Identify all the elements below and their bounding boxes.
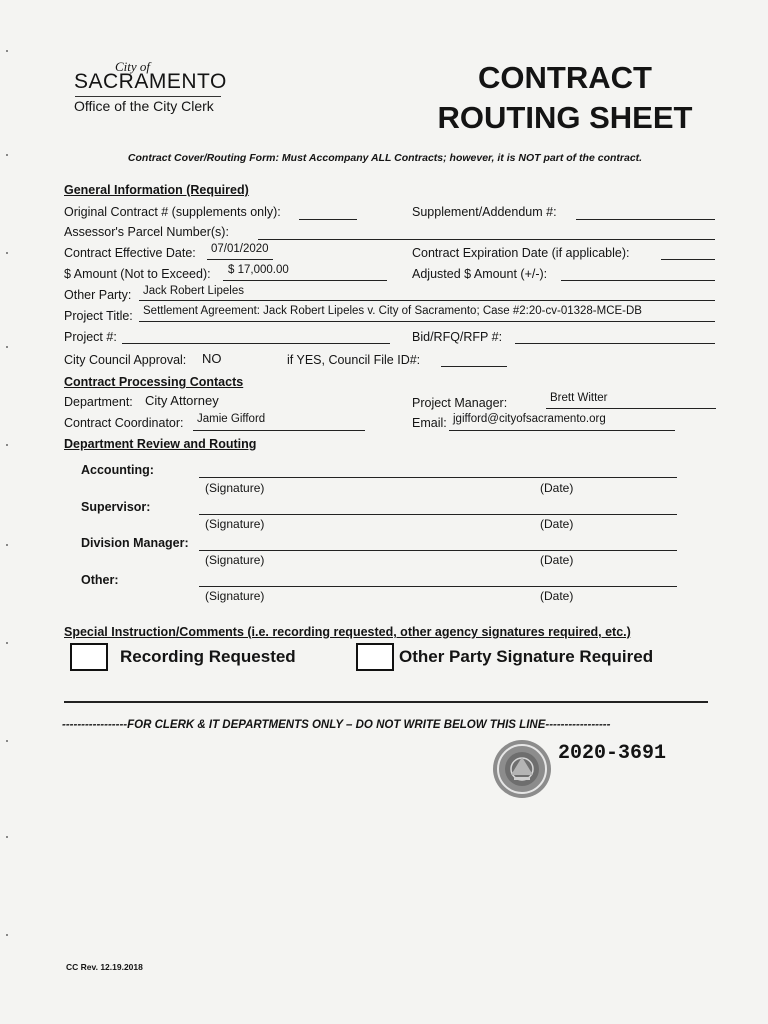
recording-requested-label: Recording Requested: [120, 647, 296, 666]
signature-caption: (Signature): [205, 481, 265, 495]
email-label: Email:: [412, 416, 447, 430]
other-signature-line[interactable]: [199, 586, 677, 587]
department-label: Department:: [64, 395, 133, 409]
city-seal-icon: [492, 739, 552, 799]
parcel-label: Assessor's Parcel Number(s):: [64, 225, 229, 239]
project-title-label: Project Title:: [64, 309, 133, 323]
document-number: 2020-3691: [558, 742, 667, 765]
other-label: Other:: [81, 573, 119, 587]
other-party-label: Other Party:: [64, 288, 132, 302]
form-subtitle: Contract Cover/Routing Form: Must Accompany ALL Contracts; however, it is NOT part of the contract.: [127, 152, 643, 164]
project-number-field[interactable]: [122, 343, 390, 344]
clerk-divider-text: -----------------FOR CLERK & IT DEPARTMENTS ONLY – DO NOT WRITE BELOW THIS LINE-----------------: [62, 719, 611, 731]
signature-caption: (Signature): [205, 517, 265, 531]
scan-mark: [6, 836, 8, 838]
project-manager-value: Brett Witter: [550, 392, 608, 404]
effective-date-field[interactable]: [207, 259, 273, 260]
page-title-line2: ROUTING SHEET: [437, 100, 693, 135]
scan-mark: [6, 642, 8, 644]
scan-mark: [6, 154, 8, 156]
original-contract-label: Original Contract # (supplements only):: [64, 205, 281, 219]
supplement-label: Supplement/Addendum #:: [412, 205, 557, 219]
accounting-label: Accounting:: [81, 463, 154, 477]
other-party-signature-label: Other Party Signature Required: [399, 647, 654, 666]
department-value: City Attorney: [145, 393, 219, 408]
comments-line[interactable]: [64, 701, 708, 703]
revision-note: CC Rev. 12.19.2018: [66, 962, 143, 972]
scan-mark: [6, 252, 8, 254]
accounting-signature-line[interactable]: [199, 477, 677, 478]
email-value: jgifford@cityofsacramento.org: [453, 413, 606, 425]
project-title-value: Settlement Agreement: Jack Robert Lipeles v. City of Sacramento; Case #2:20-cv-01328-MCE-DB: [143, 305, 642, 317]
logo-city-of: City of: [115, 59, 151, 74]
project-title-field[interactable]: [139, 321, 715, 322]
logo-rule: [75, 96, 221, 97]
scan-mark: [6, 934, 8, 936]
division-manager-signature-line[interactable]: [199, 550, 677, 551]
general-info-heading: General Information (Required): [64, 183, 249, 197]
other-party-signature-checkbox[interactable]: [356, 643, 394, 671]
date-caption: (Date): [540, 481, 574, 495]
special-instructions-heading: Special Instruction/Comments (i.e. recording requested, other agency signatures required, etc.): [64, 625, 631, 639]
original-contract-field[interactable]: [299, 219, 357, 220]
scan-mark: [6, 444, 8, 446]
council-file-label: if YES, Council File ID#:: [287, 353, 421, 367]
contacts-heading: Contract Processing Contacts: [64, 375, 244, 389]
council-file-field[interactable]: [441, 366, 507, 367]
council-approval-value: NO: [202, 351, 222, 366]
coordinator-label: Contract Coordinator:: [64, 416, 184, 430]
page-title-line1: CONTRACT: [478, 60, 652, 95]
logo-city-name: SACRAMENTO: [74, 70, 227, 93]
coordinator-value: Jamie Gifford: [197, 413, 266, 425]
amount-field[interactable]: [223, 280, 387, 281]
effective-date-label: Contract Effective Date:: [64, 246, 196, 260]
signature-caption: (Signature): [205, 553, 265, 567]
amount-label: $ Amount (Not to Exceed):: [64, 267, 211, 281]
date-caption: (Date): [540, 517, 574, 531]
project-number-label: Project #:: [64, 330, 117, 344]
scan-mark: [6, 544, 8, 546]
other-party-value: Jack Robert Lipeles: [143, 285, 244, 297]
email-field[interactable]: [449, 430, 675, 431]
effective-date-value: 07/01/2020: [211, 243, 269, 255]
council-approval-label: City Council Approval:: [64, 353, 187, 367]
expiration-date-field[interactable]: [661, 259, 715, 260]
project-manager-field[interactable]: [546, 408, 716, 409]
bid-label: Bid/RFQ/RFP #:: [412, 330, 503, 344]
date-caption: (Date): [540, 589, 574, 603]
expiration-date-label: Contract Expiration Date (if applicable):: [412, 246, 630, 260]
amount-value: $ 17,000.00: [228, 264, 289, 276]
coordinator-field[interactable]: [193, 430, 365, 431]
adjusted-amount-label: Adjusted $ Amount (+/-):: [412, 267, 548, 281]
project-manager-label: Project Manager:: [412, 396, 508, 410]
scan-mark: [6, 740, 8, 742]
recording-requested-checkbox[interactable]: [70, 643, 108, 671]
adjusted-amount-field[interactable]: [561, 280, 715, 281]
review-heading: Department Review and Routing: [64, 437, 257, 451]
supervisor-label: Supervisor:: [81, 500, 151, 514]
date-caption: (Date): [540, 553, 574, 567]
other-party-field[interactable]: [139, 300, 715, 301]
supervisor-signature-line[interactable]: [199, 514, 677, 515]
scan-mark: [6, 50, 8, 52]
signature-caption: (Signature): [205, 589, 265, 603]
scan-mark: [6, 346, 8, 348]
bid-field[interactable]: [515, 343, 715, 344]
division-manager-label: Division Manager:: [81, 536, 189, 550]
logo-office-name: Office of the City Clerk: [74, 98, 214, 114]
supplement-field[interactable]: [576, 219, 715, 220]
parcel-field[interactable]: [258, 239, 715, 240]
